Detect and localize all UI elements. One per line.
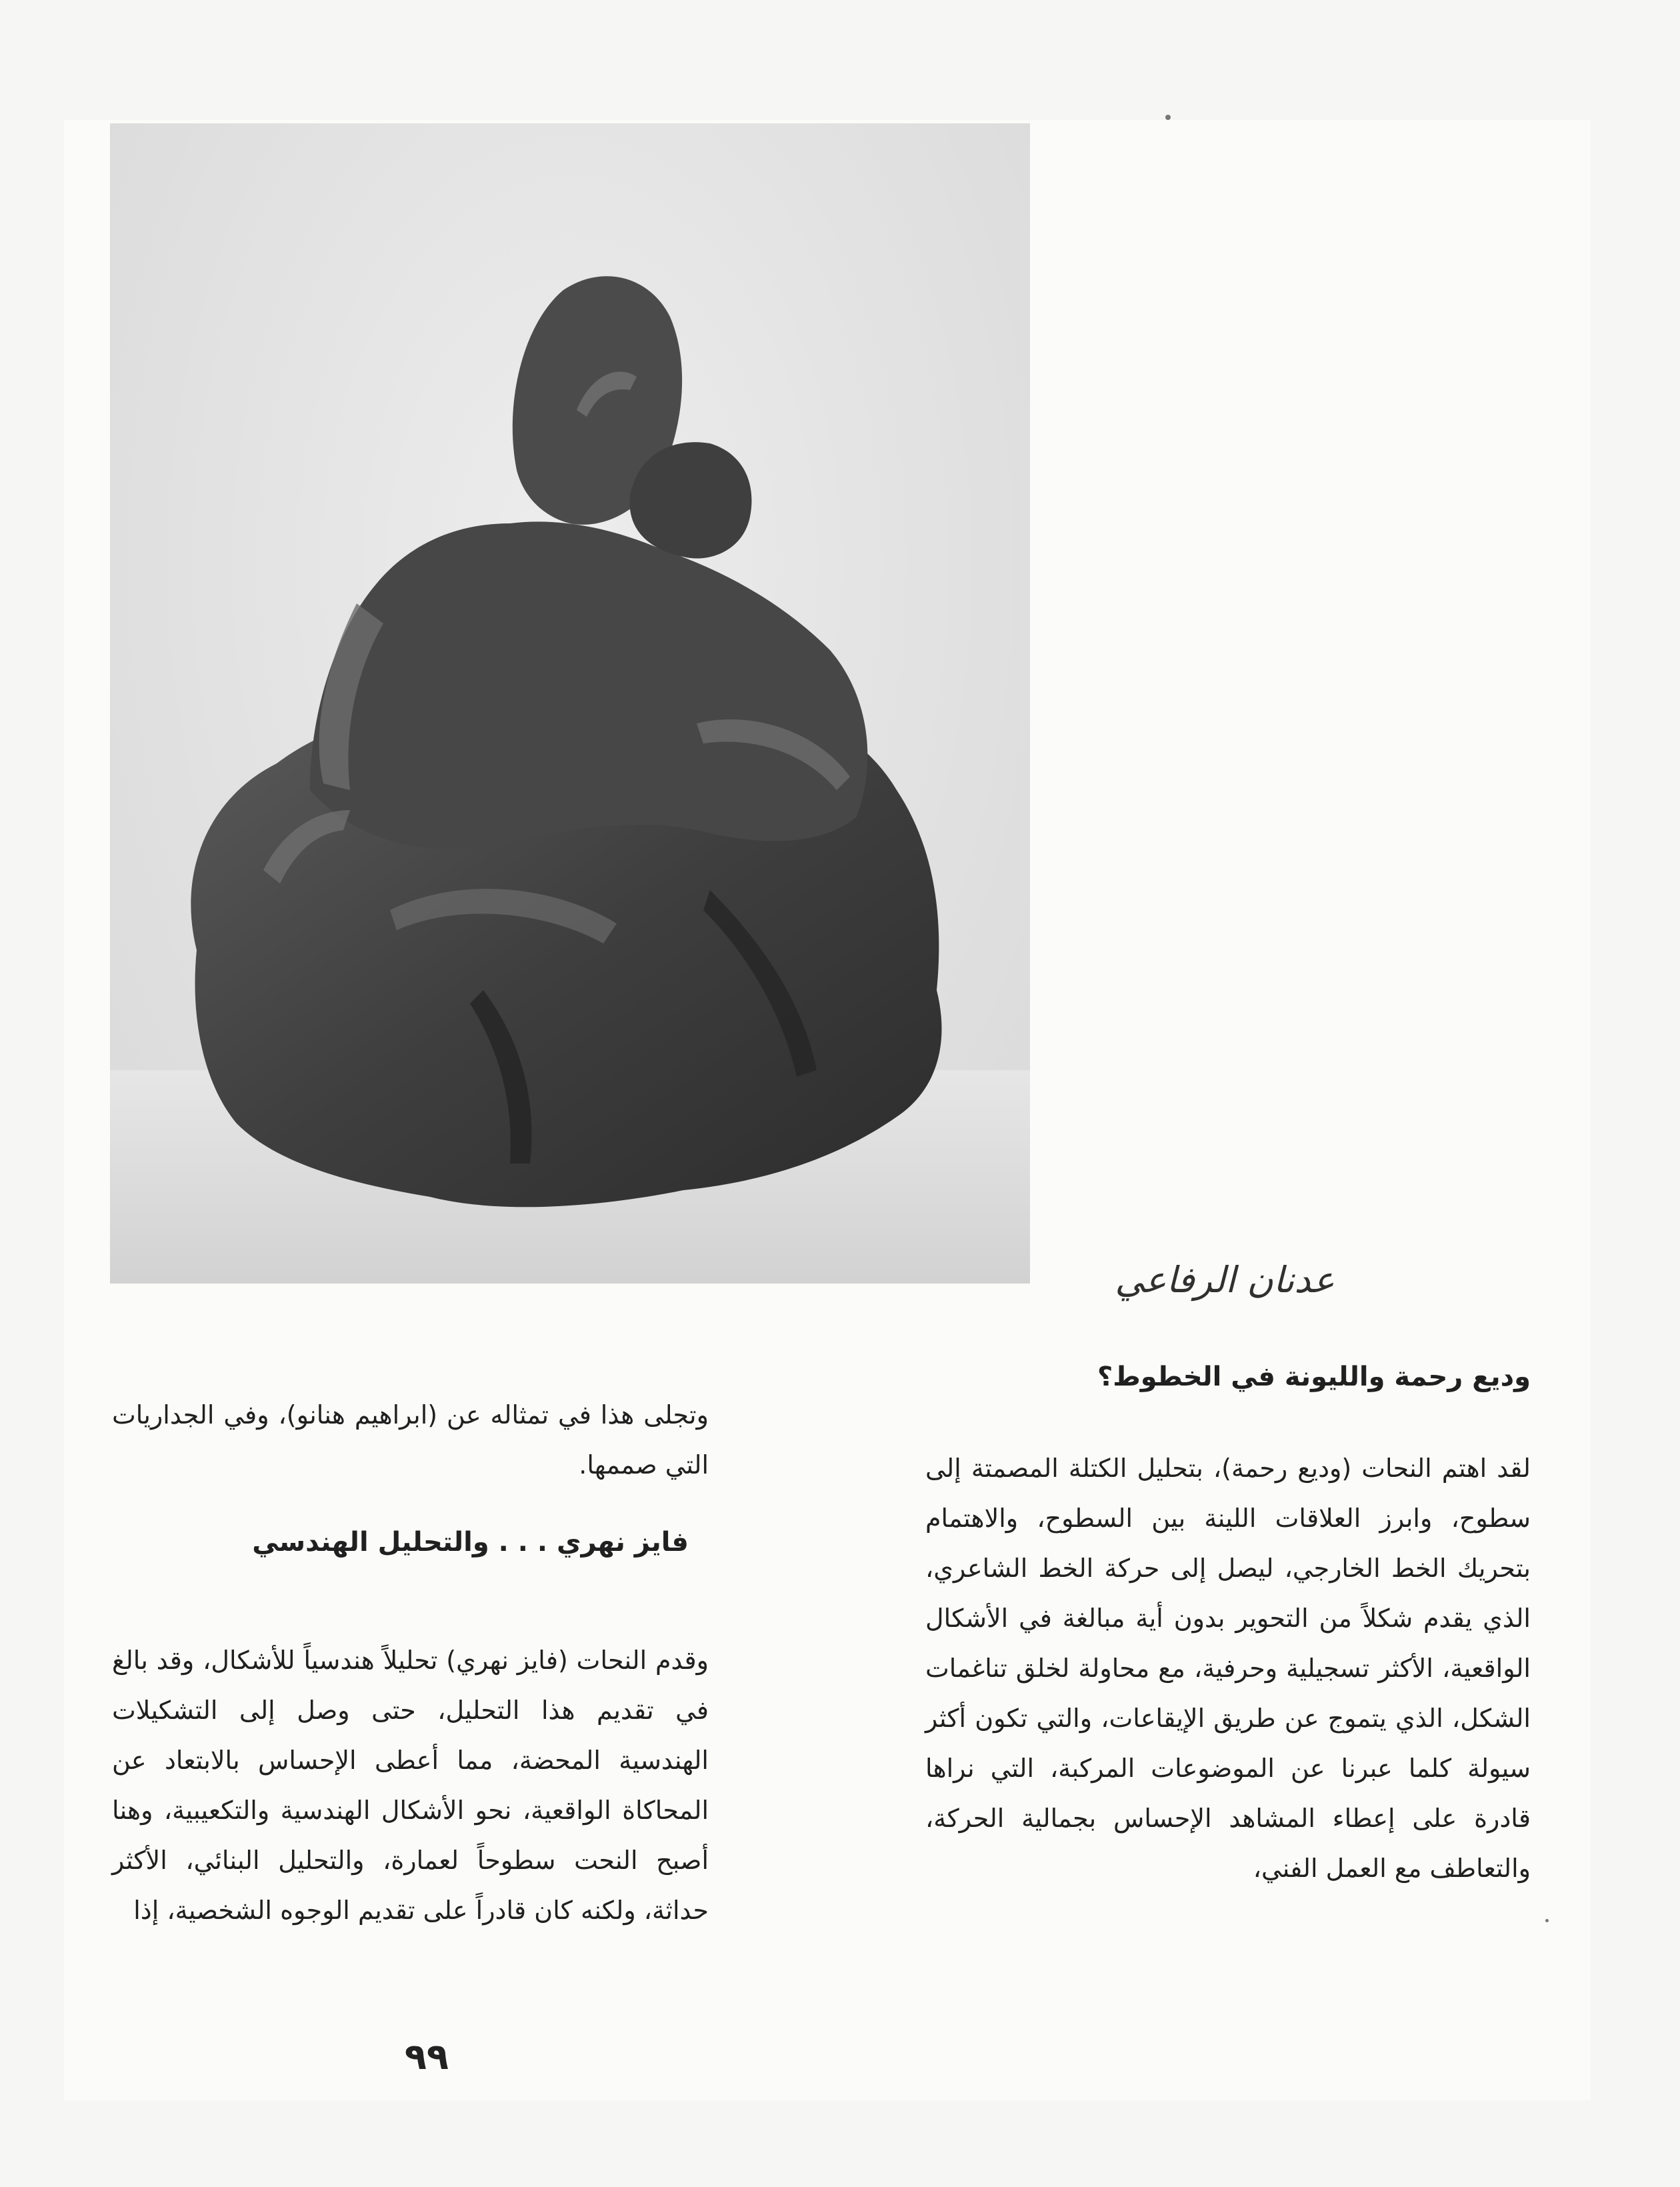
scan-speck — [1165, 115, 1171, 120]
left-column-paragraph: وقدم النحات (فايز نهري) تحليلاً هندسياً للأشكال، وقد بالغ في تقديم هذا التحليل، حتى وصل إلى التشكيلات الهندسية المحضة، مما أعطى الإحساس بالابتعاد عن المحاكاة الواقعية، نحو الأشكال الهندسية والتكعيبية، وهنا أصبح النحت سطوحاً لعمارة، والتحليل البنائي، الأكثر حداثة، ولكنه كان قادراً على تقديم الوجوه الشخصية، إذا — [112, 1646, 709, 1925]
right-column-paragraph: لقد اهتم النحات (وديع رحمة)، بتحليل الكتلة المصمتة إلى سطوح، وابرز العلاقات اللينة بين السطوح، والاهتمام بتحريك الخط الخارجي، ليصل إلى حركة الخط الشاعري، الذي يقدم شكلاً من التحوير بدون أية مبالغة في الأشكال الواقعية، الأكثر تسجيلية وحرفية، مع محاولة لخلق تناغمات الشكل، الذي يتموج عن طريق الإيقاعات، والتي تكون أكثر سيولة كلما عبرنا عن الموضوعات المركبة، التي نراها قادرة على إعطاء المشاهد الإحساس بجمالية الحركة، والتعاطف مع العمل الفني، — [925, 1454, 1531, 1883]
left-column — [112, 1390, 709, 1936]
author-signature: عدنان الرفاعي — [1115, 1259, 1335, 1301]
section-heading-fayez-nahri: فايز نهري . . . والتحليل الهندسي — [252, 1527, 689, 1558]
section-heading-wadih-rahmeh: وديع رحمة والليونة في الخطوط؟ — [1097, 1362, 1531, 1392]
left-column-intro: وتجلى هذا في تمثاله عن (ابراهيم هنانو)، وفي الجداريات التي صممها. — [112, 1400, 709, 1480]
right-column — [925, 1357, 1531, 1894]
sculpture-illustration — [110, 123, 1030, 1284]
sculpture-photo — [110, 123, 1030, 1284]
page-number: ٩٩ — [405, 2036, 449, 2078]
scan-speck — [1545, 1919, 1549, 1922]
